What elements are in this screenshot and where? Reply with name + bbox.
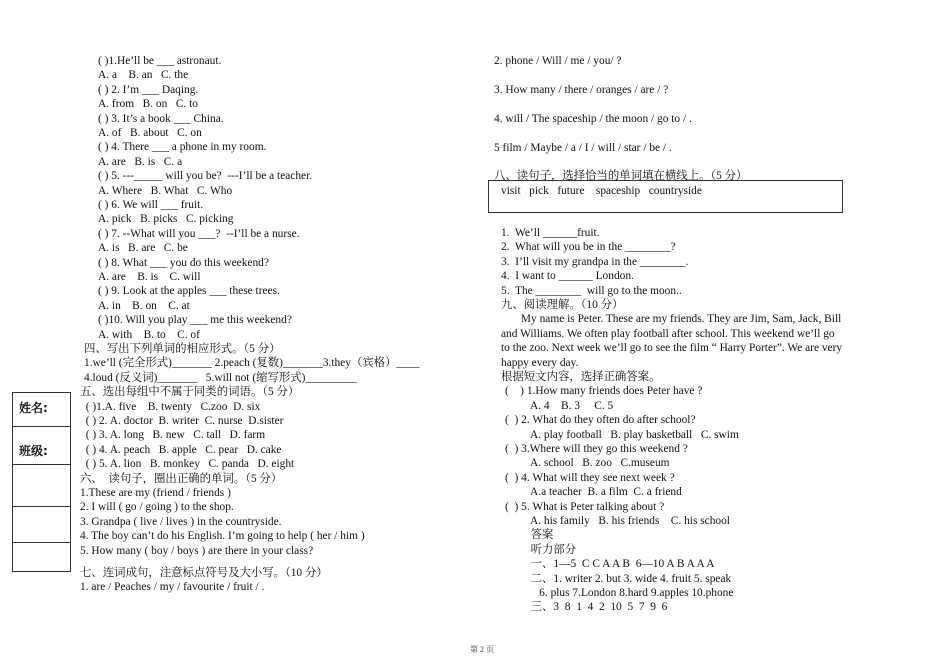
reading-instruction: 根据短文内容，选择正确答案。 (501, 371, 661, 383)
passage-line: and Williams. We often play football after school. This weekend we’ll go (501, 327, 835, 340)
left-line: 1.These are my (friend / friends ) (80, 487, 231, 499)
left-line: A. is B. are C. be (98, 242, 188, 255)
left-line: A. in B. on C. at (98, 299, 190, 312)
left-line: ( ) 3. It’s a book ___ China. (98, 112, 224, 125)
left-line: ( ) 8. What ___ you do this weekend? (98, 256, 269, 269)
left-line: 1.we’ll (完全形式)_______ 2.peach (复数)_______3.they（宾格）____ (84, 357, 420, 370)
passage-line: My name is Peter. These are my friends. They are Jim, Sam, Jack, Bill (501, 313, 842, 326)
info-divider (12, 542, 70, 543)
left-line: ( ) 3. A. long B. new C. tall D. farm (80, 429, 266, 442)
reorder-item: 3. How many / there / oranges / are / ? (494, 84, 669, 96)
left-line: 1. are / Peaches / my / favourite / fruit / . (80, 581, 265, 594)
left-line: 七、连词成句，注意标点符号及大小写。（10 分） (80, 567, 328, 579)
answer-line: 二、1. writer 2. but 3. wide 4. fruit 5. speak (505, 572, 732, 585)
answer-line: 听力部分 (505, 543, 577, 556)
question-line: A. school B. zoo C.museum (505, 457, 670, 470)
left-line: A. a B. an C. the (98, 69, 189, 82)
answer-line: 一、1—5 C C A A B 6—10 A B A A A (505, 558, 715, 571)
left-line: ( ) 5. A. lion B. monkey C. panda D. eight (80, 458, 295, 471)
section-8-title: 八、读句子，选择恰当的单词填在横线上。（5 分） (494, 170, 748, 182)
class-label: 班级: (19, 444, 48, 458)
left-line: ( ) 9. Look at the apples ___ these trees. (98, 285, 280, 298)
question-line: ( ) 4. What will they see next week ? (505, 471, 675, 484)
answer-line: 6. plus 7.London 8.hard 9.apples 10.phone (505, 587, 734, 599)
student-info-box (12, 392, 71, 572)
fill-item: 3. I’ll visit my grandpa in the ________. (501, 255, 689, 268)
question-line: A. play football B. play basketball C. swim (505, 428, 739, 441)
reorder-item: 4. will / The spaceship / the moon / go to / . (494, 113, 692, 125)
answer-line: 三、3 8 1 4 2 10 5 7 9 6 (505, 601, 668, 614)
left-line: 4.loud (反义词)_______ 5.will not (缩写形式)_________ (84, 371, 357, 384)
left-line: A. pick B. picks C. picking (98, 213, 234, 226)
left-line: 3. Grandpa ( live / lives ) in the countryside. (80, 515, 282, 528)
question-line: A. 4 B. 3 C. 5 (505, 399, 614, 412)
answer-line: 答案 (505, 529, 554, 542)
question-line: A. his family B. his friends C. his school (505, 515, 730, 527)
left-line: ( )1.A. five B. twenty C.zoo D. six (80, 400, 261, 413)
name-label: 姓名: (19, 401, 48, 415)
left-line: ( ) 7. --What will you ___? --I’ll be a nurse. (98, 227, 300, 240)
fill-item: 4. I want to ______ London. (501, 270, 634, 283)
info-divider (12, 506, 70, 507)
fill-item: 1. We’ll ______fruit. (501, 227, 600, 239)
left-line: 5. How many ( boy / boys ) are there in your class? (80, 544, 314, 557)
left-line: ( ) 2. A. doctor B. writer C. nurse D.sister (80, 415, 284, 427)
left-line: A. are B. is C. a (98, 155, 183, 168)
left-line: ( ) 6. We will ___ fruit. (98, 199, 204, 211)
word-bank-text: visit pick future spaceship countryside (501, 185, 702, 197)
left-line: A. from B. on C. to (98, 98, 198, 111)
left-line: A. of B. about C. on (98, 127, 202, 139)
reorder-item: 5 film / Maybe / a / I / will / star / be / . (494, 142, 672, 154)
left-line: 五、选出每组中不属于同类的词语。（5 分） (80, 386, 300, 399)
reorder-item: 2. phone / Will / me / you/ ? (494, 55, 622, 67)
question-line: ( ) 3.Where will they go this weekend ? (505, 443, 688, 455)
passage-line: to the zoo. Next week we’ll go to see the film “ Harry Porter”. We are very (501, 342, 843, 355)
question-line: ( ) 1.How many friends does Peter have ? (505, 385, 703, 398)
question-line: ( ) 2. What do they often do after school? (505, 414, 696, 427)
question-line: ( ) 5. What is Peter talking about ? (505, 500, 665, 513)
fill-item: 2. What will you be in the ________? (501, 241, 676, 254)
left-line: ( ) 5. ---_____ will you be? ---I’ll be a teacher. (98, 170, 313, 183)
question-line: A.a teacher B. a film C. a friend (505, 486, 682, 499)
left-line: 2. I will ( go / going ) to the shop. (80, 501, 234, 514)
left-line: ( ) 2. I’m ___ Daqing. (98, 83, 199, 96)
left-line: ( )1.He’ll be ___ astronaut. (98, 55, 222, 67)
fill-item: 5. The ________ will go to the moon.. (501, 284, 682, 297)
info-divider (12, 426, 70, 427)
passage-line: happy every day. (501, 356, 579, 369)
section-9-title: 九、阅读理解。（10 分） (501, 299, 624, 311)
left-line: 四、写出下列单词的相应形式。（5 分） (84, 343, 281, 355)
left-line: 六、 读句子，圈出正确的单词。（5 分） (80, 472, 283, 485)
left-line: A. Where B. What C. Who (98, 184, 233, 197)
left-line: A. with B. to C. of (98, 328, 200, 341)
left-line: 4. The boy can’t do his English. I’m going to help ( her / him ) (80, 530, 365, 543)
left-line: ( ) 4. There ___ a phone in my room. (98, 141, 267, 154)
left-line: A. are B. is C. will (98, 271, 201, 283)
left-line: ( ) 4. A. peach B. apple C. pear D. cake (80, 443, 282, 456)
page-number: 第 2 页 (470, 645, 494, 654)
left-line: ( )10. Will you play ___ me this weekend? (98, 314, 292, 327)
info-divider (12, 464, 70, 465)
